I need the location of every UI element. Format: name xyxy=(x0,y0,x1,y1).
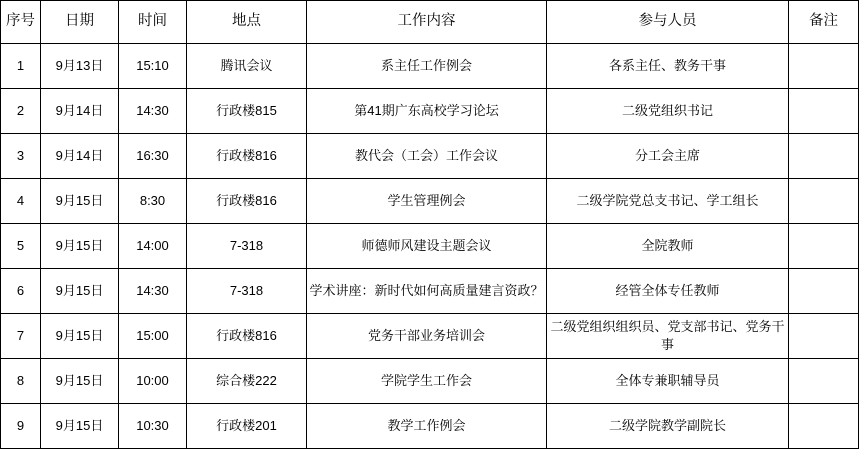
column-header-no: 序号 xyxy=(1,1,41,44)
column-header-people: 参与人员 xyxy=(547,1,789,44)
cell-no: 5 xyxy=(1,224,41,269)
cell-content: 学术讲座：新时代如何高质量建言资政？ xyxy=(307,269,547,314)
table-row xyxy=(1,404,859,449)
cell-remark xyxy=(789,269,859,314)
table-row xyxy=(1,179,859,224)
cell-content: 学院学生工作会 xyxy=(307,359,547,404)
table-row xyxy=(1,44,859,89)
cell-time: 8:30 xyxy=(119,179,187,224)
cell-time: 14:30 xyxy=(119,89,187,134)
cell-date: 9月14日 xyxy=(41,134,119,179)
cell-people: 经管全体专任教师 xyxy=(547,269,789,314)
cell-content: 学生管理例会 xyxy=(307,179,547,224)
cell-no: 1 xyxy=(1,44,41,89)
cell-remark xyxy=(789,314,859,359)
cell-time: 15:00 xyxy=(119,314,187,359)
cell-content: 师德师风建设主题会议 xyxy=(307,224,547,269)
cell-date: 9月15日 xyxy=(41,314,119,359)
cell-date: 9月13日 xyxy=(41,44,119,89)
cell-no: 2 xyxy=(1,89,41,134)
cell-date: 9月15日 xyxy=(41,404,119,449)
cell-remark xyxy=(789,89,859,134)
cell-remark xyxy=(789,44,859,89)
cell-place: 7-318 xyxy=(187,224,307,269)
cell-people: 全院教师 xyxy=(547,224,789,269)
cell-place: 腾讯会议 xyxy=(187,44,307,89)
cell-time: 10:30 xyxy=(119,404,187,449)
column-header-time: 时间 xyxy=(119,1,187,44)
cell-place: 行政楼816 xyxy=(187,314,307,359)
cell-date: 9月15日 xyxy=(41,179,119,224)
cell-no: 6 xyxy=(1,269,41,314)
cell-people: 各系主任、教务干事 xyxy=(547,44,789,89)
cell-time: 15:10 xyxy=(119,44,187,89)
cell-place: 行政楼816 xyxy=(187,134,307,179)
cell-no: 7 xyxy=(1,314,41,359)
table-row xyxy=(1,314,859,359)
cell-people: 二级党组织书记 xyxy=(547,89,789,134)
table-header xyxy=(1,1,859,44)
cell-remark xyxy=(789,179,859,224)
cell-content: 系主任工作例会 xyxy=(307,44,547,89)
cell-place: 行政楼816 xyxy=(187,179,307,224)
cell-people: 二级学院党总支书记、学工组长 xyxy=(547,179,789,224)
cell-content: 党务干部业务培训会 xyxy=(307,314,547,359)
column-header-content: 工作内容 xyxy=(307,1,547,44)
table-row xyxy=(1,134,859,179)
cell-remark xyxy=(789,359,859,404)
cell-people: 全体专兼职辅导员 xyxy=(547,359,789,404)
column-header-remark: 备注 xyxy=(789,1,859,44)
cell-date: 9月15日 xyxy=(41,359,119,404)
cell-date: 9月15日 xyxy=(41,269,119,314)
cell-no: 9 xyxy=(1,404,41,449)
column-header-place: 地点 xyxy=(187,1,307,44)
cell-date: 9月15日 xyxy=(41,224,119,269)
cell-content: 第41期广东高校学习论坛 xyxy=(307,89,547,134)
cell-remark xyxy=(789,404,859,449)
cell-no: 3 xyxy=(1,134,41,179)
cell-date: 9月14日 xyxy=(41,89,119,134)
cell-remark xyxy=(789,134,859,179)
table-row xyxy=(1,89,859,134)
cell-place: 行政楼201 xyxy=(187,404,307,449)
cell-place: 7-318 xyxy=(187,269,307,314)
cell-place: 综合楼222 xyxy=(187,359,307,404)
table-header-row xyxy=(1,1,859,44)
cell-time: 10:00 xyxy=(119,359,187,404)
cell-time: 14:00 xyxy=(119,224,187,269)
cell-time: 14:30 xyxy=(119,269,187,314)
cell-content: 教学工作例会 xyxy=(307,404,547,449)
cell-people: 二级学院教学副院长 xyxy=(547,404,789,449)
cell-remark xyxy=(789,224,859,269)
cell-people: 二级党组织组织员、党支部书记、党务干事 xyxy=(547,314,789,359)
cell-no: 4 xyxy=(1,179,41,224)
cell-content: 教代会（工会）工作会议 xyxy=(307,134,547,179)
cell-place: 行政楼815 xyxy=(187,89,307,134)
cell-no: 8 xyxy=(1,359,41,404)
table-row xyxy=(1,359,859,404)
table-body xyxy=(1,44,859,449)
table-row xyxy=(1,224,859,269)
cell-time: 16:30 xyxy=(119,134,187,179)
column-header-date: 日期 xyxy=(41,1,119,44)
cell-people: 分工会主席 xyxy=(547,134,789,179)
table-row xyxy=(1,269,859,314)
